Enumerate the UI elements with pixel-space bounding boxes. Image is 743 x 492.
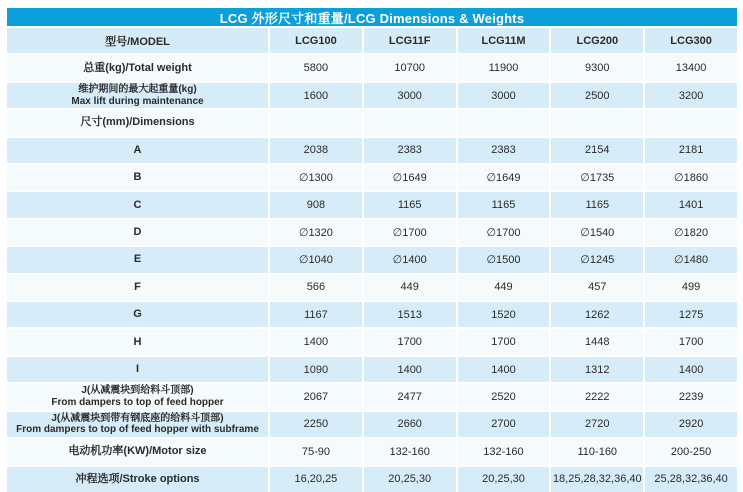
row-label-text: 尺寸(mm)/Dimensions — [80, 116, 195, 129]
row-label-text: A — [133, 143, 142, 156]
value-cell: 1700 — [645, 329, 737, 354]
value-cell — [364, 110, 456, 135]
table-row — [7, 329, 737, 354]
table-row — [7, 412, 737, 437]
value-cell: 20,25,30 — [458, 467, 550, 492]
table-row — [7, 110, 737, 135]
row-label — [7, 357, 268, 382]
value-cell — [458, 110, 550, 135]
row-label — [7, 412, 268, 437]
value-cell: 1275 — [645, 302, 737, 327]
value-cell: 3200 — [645, 83, 737, 108]
value-cell: 1165 — [364, 192, 456, 217]
value-cell: 75-90 — [270, 439, 362, 464]
value-cell: 11900 — [458, 55, 550, 80]
value-cell: 2383 — [364, 138, 456, 163]
row-label — [7, 384, 268, 409]
value-cell: ∅1480 — [645, 247, 737, 272]
value-cell: 1400 — [645, 357, 737, 382]
row-label — [7, 439, 268, 464]
value-cell: 16,20,25 — [270, 467, 362, 492]
value-cell: 9300 — [551, 55, 643, 80]
table-row — [7, 55, 737, 80]
value-cell: 25,28,32,36,40 — [645, 467, 737, 492]
value-cell: 132-160 — [458, 439, 550, 464]
table-row — [7, 467, 737, 492]
value-cell: 110-160 — [551, 439, 643, 464]
value-cell: ∅1040 — [270, 247, 362, 272]
value-cell — [270, 110, 362, 135]
table-row — [7, 247, 737, 272]
value-cell: ∅1400 — [364, 247, 456, 272]
value-cell: 1448 — [551, 329, 643, 354]
value-cell: 1400 — [458, 357, 550, 382]
value-cell: 457 — [551, 275, 643, 300]
table-row — [7, 275, 737, 300]
table-row — [7, 138, 737, 163]
table-row — [7, 220, 737, 245]
row-label — [7, 83, 268, 108]
value-cell: ∅1700 — [458, 220, 550, 245]
value-cell: 2500 — [551, 83, 643, 108]
model-column-header: LCG100 — [270, 28, 362, 53]
value-cell: ∅1649 — [458, 165, 550, 190]
row-label-text: D — [133, 225, 142, 238]
row-label-text: H — [133, 335, 142, 348]
row-label-text: 电动机功率(KW)/Motor size — [68, 445, 207, 458]
value-cell: 908 — [270, 192, 362, 217]
row-label-text: G — [133, 308, 142, 321]
value-cell: ∅1300 — [270, 165, 362, 190]
row-label-text: I — [135, 362, 140, 375]
row-label — [7, 302, 268, 327]
row-label-text: J(从减震块到给料斗顶部) — [81, 385, 194, 397]
value-cell: ∅1700 — [364, 220, 456, 245]
value-cell: 2038 — [270, 138, 362, 163]
table-row — [7, 83, 737, 108]
value-cell: ∅1245 — [551, 247, 643, 272]
value-cell: 2222 — [551, 384, 643, 409]
table-row — [7, 357, 737, 382]
value-cell: 1312 — [551, 357, 643, 382]
model-column-header: LCG11M — [458, 28, 550, 53]
value-cell: 2720 — [551, 412, 643, 437]
value-cell: 1520 — [458, 302, 550, 327]
value-cell: 3000 — [364, 83, 456, 108]
row-label-text: 冲程选项/Stroke options — [75, 472, 200, 485]
row-label — [7, 467, 268, 492]
value-cell — [551, 110, 643, 135]
model-header-cell: 型号/MODEL — [7, 28, 268, 53]
row-label — [7, 55, 268, 80]
table-title: LCG 外形尺寸和重量/LCG Dimensions & Weights — [7, 8, 737, 26]
value-cell — [645, 110, 737, 135]
value-cell: 5800 — [270, 55, 362, 80]
value-cell: 2383 — [458, 138, 550, 163]
value-cell: 132-160 — [364, 439, 456, 464]
model-column-header: LCG300 — [645, 28, 737, 53]
value-cell: 2920 — [645, 412, 737, 437]
value-cell: 1165 — [551, 192, 643, 217]
row-label — [7, 220, 268, 245]
row-label — [7, 275, 268, 300]
value-cell: 449 — [364, 275, 456, 300]
row-label — [7, 165, 268, 190]
value-cell: 1262 — [551, 302, 643, 327]
value-cell: 18,25,28,32,36,40 — [551, 467, 643, 492]
row-label-text: 维护期间的最大起重量(kg) — [78, 83, 197, 95]
row-label-text: B — [133, 171, 142, 184]
value-cell: 10700 — [364, 55, 456, 80]
row-label-text: J(从减震块到带有钢底座的给料斗顶部) — [51, 412, 224, 424]
value-cell: 1700 — [458, 329, 550, 354]
value-cell: ∅1649 — [364, 165, 456, 190]
value-cell: 2181 — [645, 138, 737, 163]
row-label-text: Max lift during maintenance — [71, 95, 204, 107]
value-cell: ∅1320 — [270, 220, 362, 245]
value-cell: 1400 — [270, 329, 362, 354]
row-label-text: C — [133, 198, 142, 211]
table-header-row — [7, 28, 737, 53]
value-cell: 566 — [270, 275, 362, 300]
value-cell: 200-250 — [645, 439, 737, 464]
value-cell: ∅1500 — [458, 247, 550, 272]
row-label — [7, 138, 268, 163]
value-cell: ∅1540 — [551, 220, 643, 245]
model-column-header: LCG200 — [551, 28, 643, 53]
row-label — [7, 110, 268, 135]
value-cell: 1400 — [364, 357, 456, 382]
value-cell: ∅1820 — [645, 220, 737, 245]
model-column-header: LCG11F — [364, 28, 456, 53]
value-cell: 2700 — [458, 412, 550, 437]
row-label — [7, 329, 268, 354]
value-cell: 2239 — [645, 384, 737, 409]
value-cell: ∅1735 — [551, 165, 643, 190]
table-row — [7, 165, 737, 190]
value-cell: 2067 — [270, 384, 362, 409]
value-cell: 13400 — [645, 55, 737, 80]
spec-table — [7, 28, 737, 492]
row-label-text: 总重(kg)/Total weight — [83, 61, 192, 74]
value-cell: 1167 — [270, 302, 362, 327]
value-cell: 1513 — [364, 302, 456, 327]
value-cell: 3000 — [458, 83, 550, 108]
value-cell: 2520 — [458, 384, 550, 409]
value-cell: 499 — [645, 275, 737, 300]
row-label-text: From dampers to top of feed hopper with subframe — [16, 424, 259, 436]
value-cell: 2477 — [364, 384, 456, 409]
value-cell: ∅1860 — [645, 165, 737, 190]
row-label-text: E — [133, 253, 142, 266]
table-row — [7, 192, 737, 217]
value-cell: 20,25,30 — [364, 467, 456, 492]
value-cell: 1401 — [645, 192, 737, 217]
value-cell: 1600 — [270, 83, 362, 108]
row-label-text: F — [134, 280, 141, 293]
value-cell: 2250 — [270, 412, 362, 437]
table-row — [7, 439, 737, 464]
value-cell: 1090 — [270, 357, 362, 382]
value-cell: 2660 — [364, 412, 456, 437]
row-label — [7, 192, 268, 217]
value-cell: 2154 — [551, 138, 643, 163]
value-cell: 449 — [458, 275, 550, 300]
row-label-text: From dampers to top of feed hopper — [51, 396, 224, 408]
value-cell: 1700 — [364, 329, 456, 354]
value-cell: 1165 — [458, 192, 550, 217]
row-label — [7, 247, 268, 272]
table-row — [7, 302, 737, 327]
table-row — [7, 384, 737, 409]
